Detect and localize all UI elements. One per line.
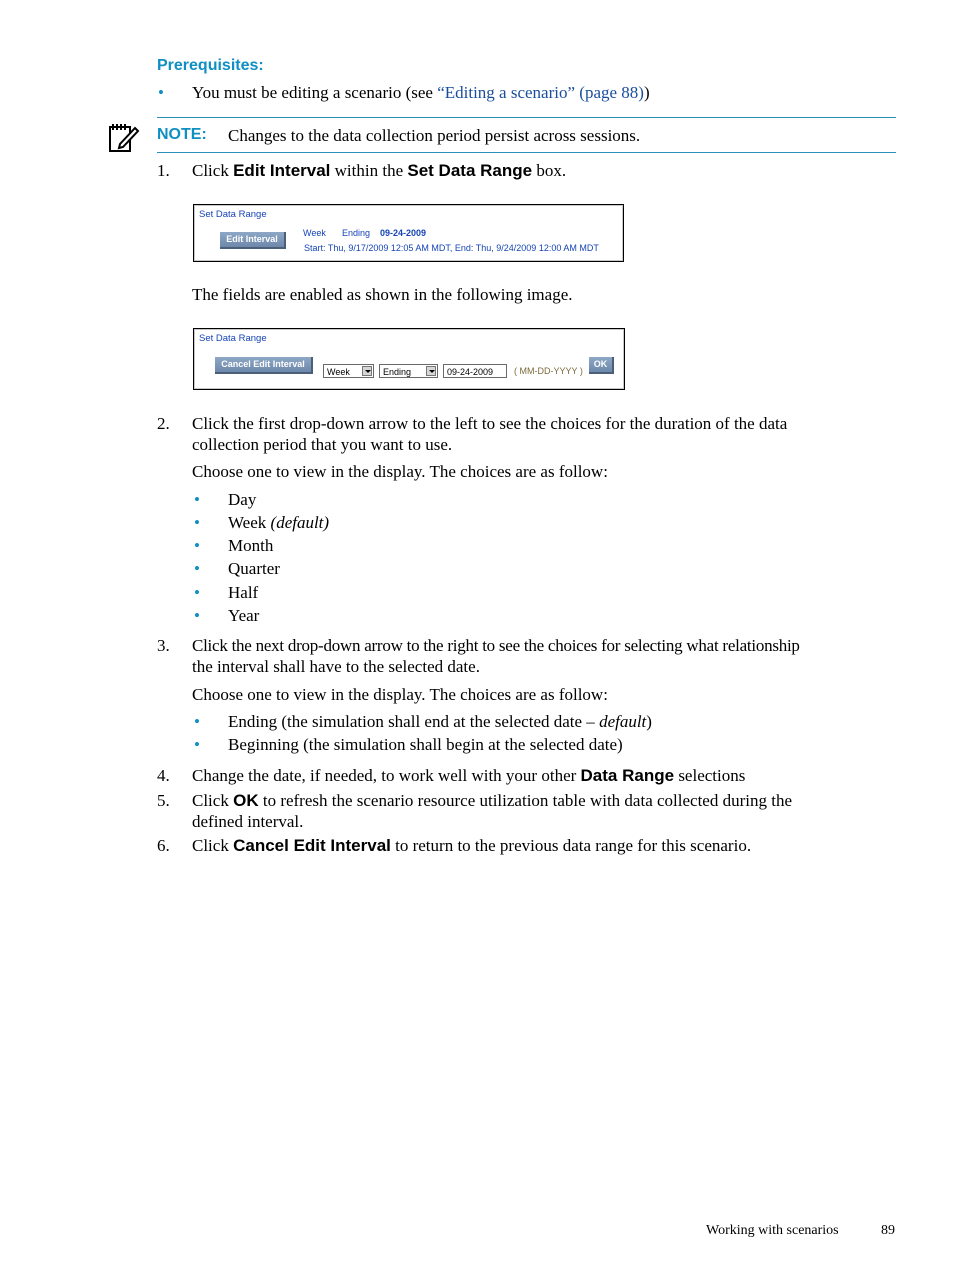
note-text: Changes to the data collection period persist across sessions. [228,126,641,145]
option-ending: Ending (the simulation shall end at the selected date – default) [228,712,652,731]
bullet-icon: • [194,559,200,578]
bullet-icon: • [158,83,164,102]
step-5-line2: defined interval. [192,812,304,831]
step-3-line2: the interval shall have to the selected date. [192,657,480,676]
step-6-number: 6. [157,836,170,855]
step-5-number: 5. [157,791,170,810]
bullet-icon: • [194,583,200,602]
footer-section: Working with scenarios [706,1223,839,1238]
step-5-text: Click OK to refresh the scenario resource utilization table with data collected during the [192,791,792,810]
step-2-line1: Click the first drop-down arrow to the left to see the choices for the duration of the data [192,414,788,433]
note-label: NOTE: [157,126,207,143]
step-4-text: Change the date, if needed, to work well with your other Data Range selections [192,766,746,785]
prerequisite-item: You must be editing a scenario (see “Editing a scenario” (page 88)) [192,83,650,102]
step-6-text: Click Cancel Edit Interval to return to the previous data range for this scenario. [192,836,752,855]
option-day: Day [228,490,257,509]
bullet-icon: • [194,513,200,532]
ok-button[interactable]: OK [589,357,614,374]
editing-scenario-link[interactable]: “Editing a scenario” (page 88) [437,83,644,102]
relation-value: Ending [342,228,371,238]
set-data-range-edit-box [193,328,625,390]
step-2-number: 2. [157,414,170,433]
cancel-edit-interval-button[interactable]: Cancel Edit Interval [215,357,313,374]
option-quarter: Quarter [228,559,280,578]
date-format-hint: ( MM-DD-YYYY ) [514,366,583,376]
relation-select[interactable]: Ending [379,364,438,378]
interval-value: Week [303,228,326,238]
step-4-number: 4. [157,766,170,785]
option-beginning: Beginning (the simulation shall begin at the selected date) [228,735,623,754]
edit-interval-button[interactable]: Edit Interval [220,232,286,249]
date-range-text: Start: Thu, 9/17/2009 12:05 AM MDT, End: Thu, 9/24/2009 12:00 AM MDT [304,243,599,253]
step-3-line1: Click the next drop-down arrow to the right to see the choices for selecting what relationship [192,636,800,655]
date-input[interactable]: 09-24-2009 [443,364,507,378]
step-3-choose: Choose one to view in the display. The choices are as follow: [192,685,608,704]
step-1-number: 1. [157,161,170,180]
bullet-icon: • [194,712,200,731]
note-bottom-rule [157,152,896,153]
fields-enabled-text: The fields are enabled as shown in the following image. [192,285,573,304]
option-half: Half [228,583,259,602]
bullet-icon: • [194,536,200,555]
set-data-range-title: Set Data Range [199,333,267,344]
date-value: 09-24-2009 [380,228,427,238]
step-1-text: Click Edit Interval within the Set Data Range box. [192,161,567,180]
set-data-range-title: Set Data Range [199,209,267,220]
interval-select[interactable]: Week [323,364,374,378]
option-year: Year [228,606,260,625]
bullet-icon: • [194,735,200,754]
chevron-down-icon[interactable] [362,366,372,376]
set-data-range-box [193,204,624,262]
bullet-icon: • [194,490,200,509]
step-3-number: 3. [157,636,170,655]
note-top-rule [157,117,896,118]
bullet-icon: • [194,606,200,625]
option-week: Week (default) [228,513,330,532]
note-pencil-icon [108,122,140,154]
step-2-choose: Choose one to view in the display. The choices are as follow: [192,462,608,481]
chevron-down-icon[interactable] [426,366,436,376]
step-2-line2: collection period that you want to use. [192,435,453,454]
prerequisites-heading: Prerequisites: [157,57,264,74]
option-month: Month [228,536,274,555]
page-number: 89 [881,1223,895,1238]
